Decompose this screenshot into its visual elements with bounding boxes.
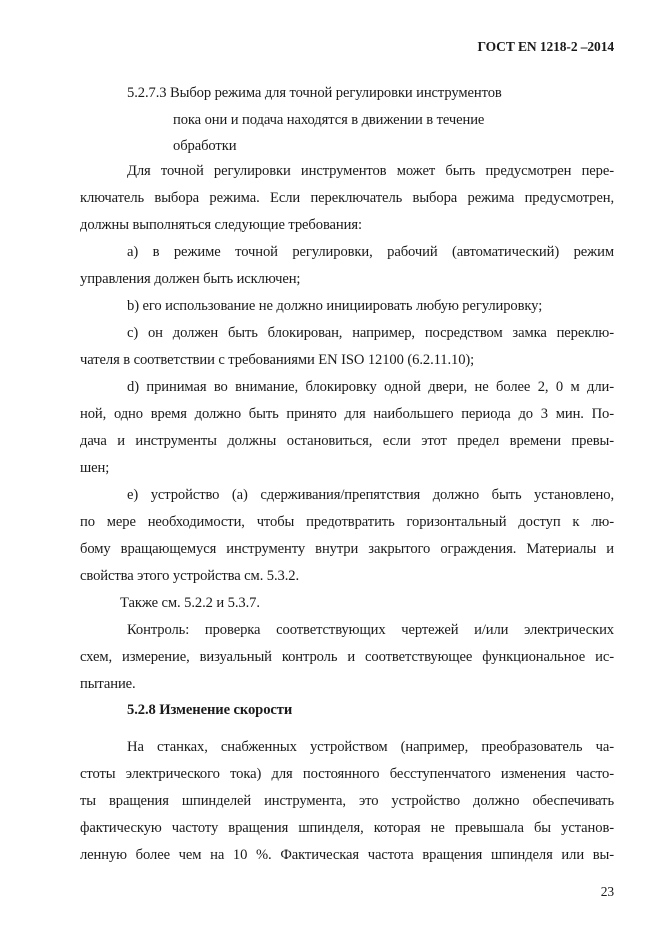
list-item-line: d) принимая во внимание, блокировку одной двери, не более 2, 0 м дли-: [127, 379, 614, 395]
document-header: ГОСТ EN 1218-2 –2014: [477, 39, 614, 54]
list-item-line: ной, одно время должно быть принято для наибольшего периода до 3 мин. По-: [80, 406, 614, 422]
paragraph-line: Для точной регулировки инструментов может быть предусмотрен пере-: [127, 163, 614, 179]
list-item-line: управления должен быть исключен;: [80, 271, 301, 287]
paragraph-line: ты вращения шпинделей инструмента, это устройство должно обеспечивать: [80, 793, 614, 809]
paragraph-line: должны выполняться следующие требования:: [80, 217, 362, 233]
list-item-line: с) он должен быть блокирован, например, посредством замка переклю-: [127, 325, 614, 341]
list-item-line: е) устройство (а) сдерживания/препятствия должно быть установлено,: [127, 487, 614, 503]
list-item-line: чателя в соответствии с требованиями EN ISO 12100 (6.2.11.10);: [80, 352, 475, 368]
section-heading-line: пока они и подача находятся в движении в течение: [173, 112, 485, 128]
list-item-line: дача и инструменты должны остановиться, если этот предел времени превы-: [80, 433, 614, 449]
control-paragraph-line: пытание.: [80, 676, 136, 692]
control-paragraph-line: схем, измерение, визуальный контроль и соответствующее функциональное ис-: [80, 649, 614, 665]
list-item-line: по мере необходимости, чтобы предотвратить горизонтальный доступ к лю-: [80, 514, 614, 530]
paragraph-line: фактическую частоту вращения шпинделя, которая не превышала бы установ-: [80, 820, 614, 836]
list-item-line: b) его использование не должно инициировать любую регулировку;: [127, 298, 543, 314]
section-heading-line: обработки: [173, 138, 237, 154]
control-paragraph-line: Контроль: проверка соответствующих чертежей и/или электрических: [127, 622, 614, 638]
list-item-line: свойства этого устройства см. 5.3.2.: [80, 568, 300, 584]
section-heading: 5.2.8 Изменение скорости: [127, 702, 293, 718]
list-item-line: а) в режиме точной регулировки, рабочий (автоматический) режим: [127, 244, 614, 260]
paragraph-line: стоты электрического тока) для постоянного бесступенчатого изменения часто-: [80, 766, 614, 782]
list-item-line: бому вращающемуся инструменту внутри закрытого ограждения. Материалы и: [80, 541, 614, 557]
list-item-line: шен;: [80, 460, 110, 476]
section-heading-line: 5.2.7.3 Выбор режима для точной регулировки инструментов: [127, 85, 502, 101]
paragraph-line: ключатель выбора режима. Если переключатель выбора режима предусмотрен,: [80, 190, 614, 206]
see-also-note: Также см. 5.2.2 и 5.3.7.: [120, 595, 260, 611]
page-number: 23: [600, 884, 614, 899]
paragraph-line: На станках, снабженных устройством (например, преобразователь ча-: [127, 739, 614, 755]
paragraph-line: ленную более чем на 10 %. Фактическая частота вращения шпинделя или вы-: [80, 847, 614, 863]
